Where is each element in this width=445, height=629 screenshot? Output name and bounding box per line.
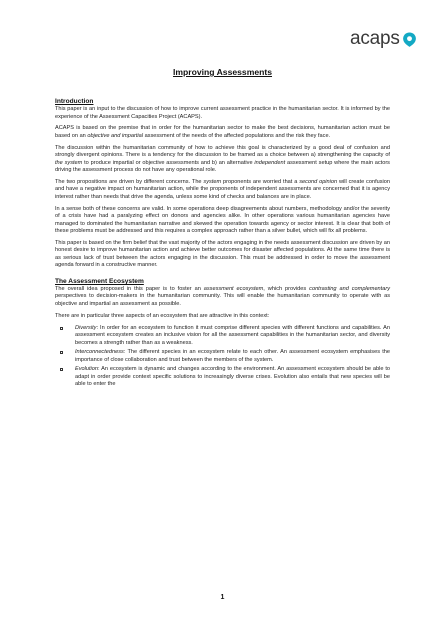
text-run: will create confusion and have a negative impact on humanitarian action, while the proponents of independent assessments are concerned that it is agency interest rather than needs that drive the agenda, unless some kind of checks and balances are in place. bbox=[55, 178, 390, 200]
paragraph: This paper is an input to the discussion of how to improve current assessment practice in the humanitarian sector. It is informed by the experience of the Assessment Capacities Project (ACAPS). bbox=[55, 106, 390, 120]
list-item bbox=[55, 325, 390, 348]
text-run: assessment of the needs of the affected populations and the risk they face. bbox=[143, 132, 331, 139]
text-run: The overall idea proposed in this paper is to foster an bbox=[55, 285, 204, 292]
page-number: 1 bbox=[220, 594, 225, 601]
document-body bbox=[55, 98, 390, 391]
square-bullet-icon bbox=[60, 327, 63, 330]
paragraph bbox=[55, 286, 390, 309]
acaps-logo bbox=[350, 28, 417, 50]
emphasis-text: independent bbox=[254, 159, 286, 166]
emphasis-text: objective and impartial bbox=[87, 132, 144, 139]
text-run: proponents are worried that a bbox=[221, 178, 300, 185]
paragraph bbox=[55, 125, 390, 140]
list-item bbox=[55, 349, 390, 364]
bullet-text: : An ecosystem is dynamic and changes according to the environment. An assessment ecosystem should be able to adapt in order provide context specific solutions to increasingly diverse crises. Evolution also entails that new species will be able to enter the bbox=[75, 366, 390, 388]
ecosystem-aspects-list bbox=[55, 325, 390, 389]
bullet-term: Interconnectedness bbox=[75, 349, 124, 356]
bullet-term: Diversity bbox=[75, 324, 97, 331]
paragraph bbox=[55, 179, 390, 202]
emphasis-text: system bbox=[203, 178, 222, 185]
paragraph: This paper is based on the firm belief that the vast majority of the actors engaging in the needs assessment discussion are driven by an honest desire to improve humanitarian action and achieve better outcomes for disaster affected populations. At the same time there is as serious lack of trust between the actors engaging in the discussion. This must be addressed in order to move the assessment agenda forward in a constructive manner. bbox=[55, 239, 390, 269]
paragraph: In a sense both of these concerns are valid. In some operations deep disagreements about numbers, methodology and/or the severity of a crisis have had a paralyzing effect on donors and agencies alike. In other operations various humanitarian agencies have managed to dominated the humanitarian narrative and skewed the operation towards agency or sector interest. It is clear that both of these problems must be addressed and this requires a complex approach rather than a silver bullet, which will fix all problems. bbox=[55, 205, 390, 235]
text-run: ACAPS is based on the premise that in order for the humanitarian sector to make the best decisions, humanitarian action must be based on an bbox=[55, 125, 390, 139]
text-run: perspectives to decision-makers in the humanitarian community. This will enable the humanitarian community to operate with as objective and impartial an assessment as possible. bbox=[55, 293, 390, 307]
bullet-text: : The different species in an ecosystem relate to each other. An assessment ecosystem emphasises the importance of close collaboration and trust between the members of the system. bbox=[75, 349, 390, 363]
bullet-text: : In order for an ecosystem to function it must comprise different species with different functions and capabilities. An assessment ecosystem creates an inclusive vision for all the assessment capabilities in the humanitarian sector, and diversity becomes a strength rather than as a weakness. bbox=[75, 324, 390, 346]
text-run: to produce impartial or objective assessments and b) an alternative bbox=[82, 159, 255, 166]
pin-hole bbox=[407, 36, 412, 41]
document-title: Improving Assessments bbox=[172, 67, 273, 77]
emphasis-text: assessment ecosystem bbox=[203, 285, 264, 292]
paragraph: There are in particular three aspects of an ecosystem that are attractive in this context: bbox=[55, 312, 270, 319]
paragraph bbox=[55, 145, 390, 175]
location-pin-icon bbox=[402, 32, 417, 47]
emphasis-text: contrasting and complementary bbox=[309, 285, 390, 292]
text-run: assessment setup where the main actors driving the assessment process do not have any operational role. bbox=[55, 159, 390, 174]
section-heading-assessment-ecosystem: The Assessment Ecosystem bbox=[55, 277, 144, 285]
list-item bbox=[55, 366, 390, 389]
logo-text: acaps bbox=[350, 28, 400, 49]
text-run: , which provides bbox=[263, 285, 310, 292]
emphasis-text: the system bbox=[55, 159, 83, 166]
bullet-term: Evolution bbox=[75, 366, 99, 373]
square-bullet-icon bbox=[60, 351, 63, 354]
emphasis-text: second opinion bbox=[299, 178, 338, 185]
section-heading-introduction: Introduction bbox=[55, 98, 94, 105]
text-run: The discussion within the humanitarian community of how to achieve this goal is characterized by a good deal of confusion and strongly divergent opinions. There is a tendency for the discussion to be framed as a choice between a) strengthening the capacity of bbox=[55, 144, 390, 159]
text-run: The two propositions are driven by different concerns. The bbox=[55, 178, 204, 185]
square-bullet-icon bbox=[60, 368, 63, 371]
